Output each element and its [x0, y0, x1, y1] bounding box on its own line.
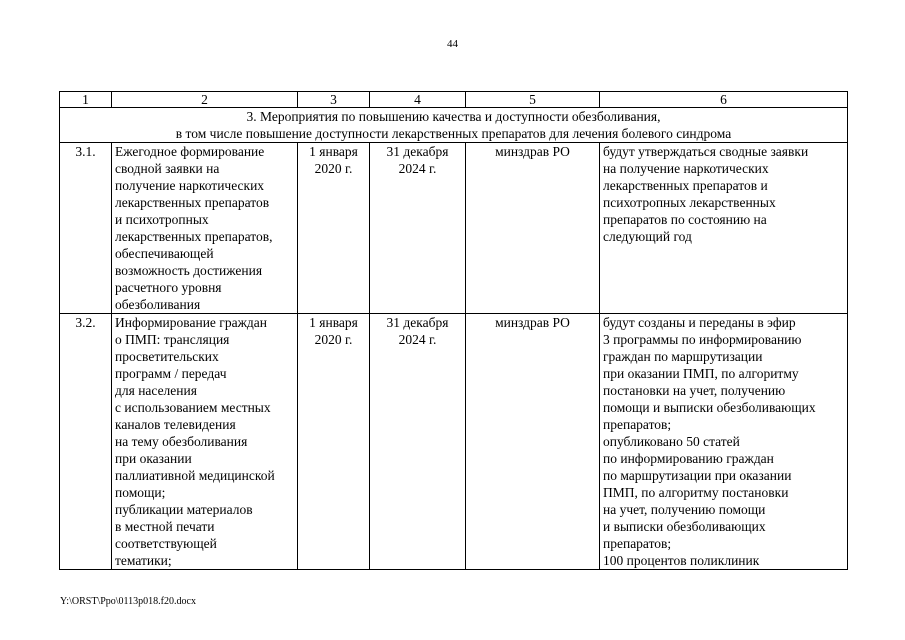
- cell-line: и психотропных: [115, 212, 209, 227]
- cell-line: Информирование граждан: [115, 315, 267, 330]
- cell-line: для населения: [115, 383, 197, 398]
- table-row: [60, 143, 848, 314]
- cell-line: по информированию граждан: [603, 451, 774, 466]
- measure-description: [112, 314, 298, 570]
- cell-line: в местной печати: [115, 519, 215, 534]
- column-number-2: 2: [112, 92, 298, 108]
- measures-table: [59, 91, 848, 570]
- cell-line: получение наркотических: [115, 178, 265, 193]
- section-heading: [60, 108, 848, 143]
- cell-line: опубликовано 50 статей: [603, 434, 740, 449]
- cell-line: 1 января: [309, 315, 358, 330]
- cell-line: ПМП, по алгоритму постановки: [603, 485, 789, 500]
- cell-line: лекарственных препаратов,: [115, 229, 273, 244]
- cell-line: постановки на учет, получению: [603, 383, 786, 398]
- page-number: 44: [447, 38, 458, 50]
- table-row: [60, 314, 848, 570]
- cell-line: граждан по маршрутизации: [603, 349, 763, 364]
- expected-result: [600, 143, 848, 314]
- cell-line: препаратов;: [603, 536, 672, 551]
- cell-line: будут созданы и переданы в эфир: [603, 315, 796, 330]
- cell-line: расчетного уровня: [115, 280, 222, 295]
- cell-line: по маршрутизации при оказании: [603, 468, 792, 483]
- cell-line: 31 декабря: [386, 315, 449, 330]
- cell-line: 2020 г.: [314, 332, 353, 347]
- start-date: [298, 314, 370, 570]
- measure-description: [112, 143, 298, 314]
- cell-line: Ежегодное формирование: [115, 144, 265, 159]
- cell-line: на учет, получению помощи: [603, 502, 766, 517]
- cell-line: просветительских: [115, 349, 219, 364]
- cell-line: публикации материалов: [115, 502, 253, 517]
- section-heading-line: в том числе повышение доступности лекарственных препаратов для лечения болевого синдрома: [175, 126, 732, 141]
- start-date: [298, 143, 370, 314]
- cell-line: 2024 г.: [398, 332, 437, 347]
- section-heading-row: [60, 108, 848, 143]
- end-date: [370, 314, 466, 570]
- cell-line: возможность достижения: [115, 263, 263, 278]
- column-number-6: 6: [600, 92, 848, 108]
- column-number-row: [60, 92, 848, 108]
- cell-line: на тему обезболивания: [115, 434, 248, 449]
- cell-line: соответствующей: [115, 536, 217, 551]
- cell-line: о ПМП: трансляция: [115, 332, 230, 347]
- cell-line: будут утверждаться сводные заявки: [603, 144, 809, 159]
- cell-line: лекарственных препаратов и: [603, 178, 768, 193]
- cell-line: и выписки обезболивающих: [603, 519, 766, 534]
- column-number-3: 3: [298, 92, 370, 108]
- cell-line: паллиативной медицинской: [115, 468, 275, 483]
- file-path-footer: Y:\ORST\Ppo\0113p018.f20.docx: [60, 596, 196, 607]
- column-number-5: 5: [466, 92, 600, 108]
- cell-line: лекарственных препаратов: [115, 195, 270, 210]
- cell-line: при оказании: [115, 451, 192, 466]
- expected-result: [600, 314, 848, 570]
- executor: минздрав РО: [466, 314, 600, 570]
- cell-line: каналов телевидения: [115, 417, 236, 432]
- cell-line: 3 программы по информированию: [603, 332, 802, 347]
- executor: минздрав РО: [466, 143, 600, 314]
- row-number: 3.1.: [60, 143, 112, 314]
- section-heading-line: 3. Мероприятия по повышению качества и доступности обезболивания,: [246, 109, 661, 124]
- cell-line: при оказании ПМП, по алгоритму: [603, 366, 799, 381]
- cell-line: 2020 г.: [314, 161, 353, 176]
- cell-line: 100 процентов поликлиник: [603, 553, 760, 568]
- cell-line: следующий год: [603, 229, 692, 244]
- end-date: [370, 143, 466, 314]
- cell-line: тематики;: [115, 553, 172, 568]
- cell-line: с использованием местных: [115, 400, 271, 415]
- cell-line: сводной заявки на: [115, 161, 220, 176]
- cell-line: препаратов по состоянию на: [603, 212, 767, 227]
- cell-line: обеспечивающей: [115, 246, 214, 261]
- column-number-1: 1: [60, 92, 112, 108]
- cell-line: помощи;: [115, 485, 166, 500]
- cell-line: 31 декабря: [386, 144, 449, 159]
- cell-line: препаратов;: [603, 417, 672, 432]
- column-number-4: 4: [370, 92, 466, 108]
- row-number: 3.2.: [60, 314, 112, 570]
- cell-line: обезболивания: [115, 297, 201, 312]
- cell-line: программ / передач: [115, 366, 227, 381]
- cell-line: помощи и выписки обезболивающих: [603, 400, 816, 415]
- cell-line: 1 января: [309, 144, 358, 159]
- cell-line: психотропных лекарственных: [603, 195, 776, 210]
- cell-line: на получение наркотических: [603, 161, 769, 176]
- cell-line: 2024 г.: [398, 161, 437, 176]
